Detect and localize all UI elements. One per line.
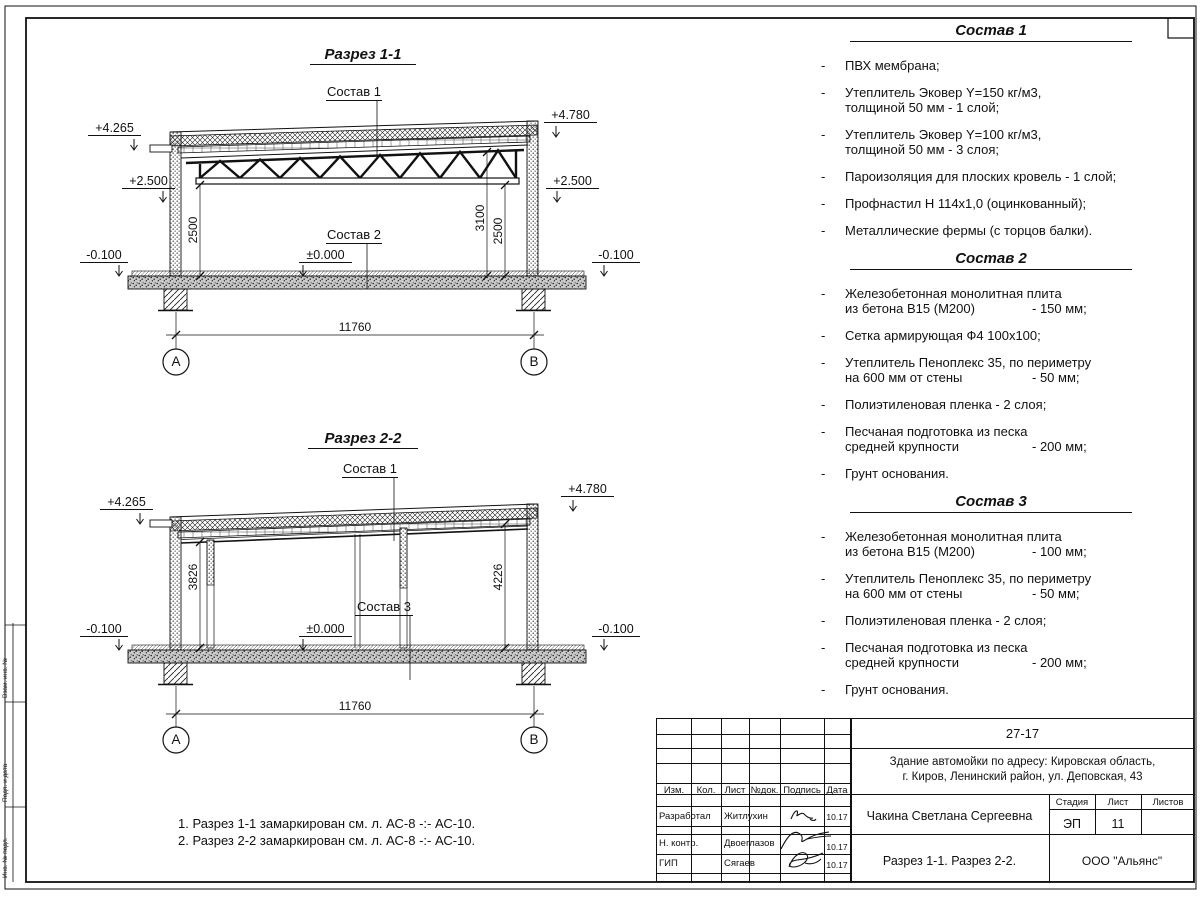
tb-col-list: Лист (724, 785, 746, 796)
axis-a-s1: А (171, 354, 181, 369)
composition-item (790, 286, 1192, 316)
composition-item (790, 196, 1192, 211)
item-dash: - (821, 169, 826, 184)
tb-stage-label: Стадия (1055, 797, 1089, 808)
tb-name-zhitlukhin: Житлухин (724, 811, 768, 822)
tb-date-1: 10.17 (826, 812, 848, 822)
item-dash: - (821, 196, 826, 211)
item-dash: - (821, 85, 826, 100)
composition-item (790, 640, 1192, 670)
tb-company: ООО "Альянс" (1081, 854, 1163, 868)
span-dim-2 (163, 686, 547, 753)
composition-item (790, 58, 1192, 73)
dim-lines-2 (200, 524, 505, 648)
elevation-2500-left-s1: +2.500 (122, 174, 175, 189)
composition-item (790, 529, 1192, 559)
section-2-sostav3-label: Состав 3 (355, 599, 413, 616)
wall-right-1 (527, 121, 538, 282)
truss-bottom-chord (196, 178, 519, 184)
composition-item (790, 328, 1192, 343)
leaders-1 (367, 100, 377, 289)
item-line: Грунт основания. (845, 682, 949, 697)
item-dash: - (821, 286, 826, 301)
composition-item (790, 682, 1192, 697)
dim-2500-right-s1: 2500 (491, 217, 505, 245)
section-2-sostav1-label: Состав 1 (343, 461, 397, 476)
dim-2500-left-s1: 2500 (186, 216, 200, 244)
item-dash: - (821, 466, 826, 481)
axis-b-s2: В (529, 732, 539, 747)
item-line: из бетона В15 (М200) - 100 мм; (845, 544, 1087, 559)
tb-role-razrabotal: Разработал (659, 811, 711, 822)
item-dash: - (821, 223, 826, 238)
item-line: толщиной 50 мм - 1 слой; (845, 100, 1000, 115)
tb-sheet-value: 11 (1111, 817, 1125, 831)
axis-b-s1: В (529, 354, 539, 369)
composition-item (790, 397, 1192, 412)
note-line: 1. Разрез 1-1 замаркирован см. л. АС-8 -:- АС-10. (178, 816, 476, 831)
elevation-4780-s1: +4.780 (544, 108, 597, 123)
item-line: Утеплитель Эковер Y=100 кг/м3, (845, 127, 1042, 142)
elevation-minus100-left-s1: -0.100 (80, 248, 128, 263)
section-2-title: Разрез 2-2 (308, 430, 418, 449)
item-dash: - (821, 397, 826, 412)
composition-item (790, 223, 1192, 238)
elevation-zero-s1: ±0.000 (299, 248, 352, 263)
item-line: из бетона В15 (М200) - 150 мм; (845, 301, 1087, 316)
composition-item (790, 127, 1192, 157)
item-line: Утеплитель Пеноплекс 35, по периметру (845, 571, 1092, 586)
tb-col-podpis: Подпись (783, 785, 821, 796)
margin-label-inv: Инв. № подл. (2, 837, 9, 878)
foundations-2 (158, 663, 551, 685)
item-line: Сетка армирующая Ф4 100х100; (845, 328, 1041, 343)
item-dash: - (821, 640, 826, 655)
item-line: Полиэтиленовая пленка - 2 слоя; (845, 613, 1047, 628)
floor-slab-1 (128, 276, 586, 289)
composition-item (790, 85, 1192, 115)
composition-item (790, 466, 1192, 481)
item-line: Железобетонная монолитная плита (845, 286, 1062, 301)
elevation-zero-s2: ±0.000 (299, 622, 352, 637)
foundations-1 (158, 289, 551, 311)
elevation-4265-s2: +4.265 (100, 495, 153, 510)
item-line: Профнастил Н 114х1,0 (оцинкованный); (845, 196, 1087, 211)
item-line: ПВХ мембрана; (845, 58, 940, 73)
tb-col-kol: Кол. (696, 785, 716, 796)
canopy-stub-1 (150, 145, 172, 152)
wall-right-2 (527, 504, 538, 650)
item-line: Полиэтиленовая пленка - 2 слоя; (845, 397, 1047, 412)
item-dash: - (821, 424, 826, 439)
tb-sheets-label: Листов (1152, 797, 1184, 808)
tb-col-data: Дата (826, 785, 848, 796)
item-dash: - (821, 571, 826, 586)
axis-a-s2: А (171, 732, 181, 747)
elevation-minus100-left-s2: -0.100 (80, 622, 128, 637)
dim-4226-s2: 4226 (491, 563, 505, 591)
section-1-sostav2-label: Состав 2 (327, 227, 381, 242)
canopy-stub-2 (150, 520, 172, 527)
composition-item (790, 355, 1192, 385)
composition-1-title: Состав 1 (850, 22, 1132, 42)
composition-item (790, 571, 1192, 601)
item-dash: - (821, 682, 826, 697)
item-dash: - (821, 58, 826, 73)
composition-item (790, 613, 1192, 628)
tb-author: Чакина Светлана Сергеевна (866, 809, 1033, 823)
item-line: Железобетонная монолитная плита (845, 529, 1062, 544)
item-line: Утеплитель Эковер Y=150 кг/м3, (845, 85, 1042, 100)
item-line: средней крупности - 200 мм; (845, 439, 1087, 454)
tb-project-line2: г. Киров, Ленинский район, ул. Деповская, 43 (902, 771, 1143, 783)
tb-col-ndok: №док. (750, 785, 779, 796)
tb-date-3: 10.17 (826, 860, 848, 870)
tb-role-gip: ГИП (659, 858, 678, 869)
section-1-title: Разрез 1-1 (310, 46, 416, 65)
note-line: 2. Разрез 2-2 замаркирован см. л. АС-8 -:- АС-10. (178, 833, 476, 848)
tb-col-izm: Изм. (663, 785, 685, 796)
signature-syagaev (779, 847, 827, 873)
dim-span-s1: 11760 (338, 320, 372, 334)
item-line: на 600 мм от стены - 50 мм; (845, 370, 1080, 385)
steel-truss (186, 150, 524, 178)
item-line: Грунт основания. (845, 466, 949, 481)
item-dash: - (821, 613, 826, 628)
wall-left-1 (170, 132, 181, 282)
section-1-sostav1-label: Состав 1 (327, 84, 381, 99)
item-line: средней крупности - 200 мм; (845, 655, 1087, 670)
item-line: толщиной 50 мм - 3 слоя; (845, 142, 1000, 157)
item-dash: - (821, 355, 826, 370)
title-block (656, 718, 1194, 882)
composition-item (790, 169, 1192, 184)
item-line: Пароизоляция для плоских кровель - 1 слой; (845, 169, 1117, 184)
elevation-4780-s2: +4.780 (561, 482, 614, 497)
tb-date-2: 10.17 (826, 842, 848, 852)
item-line: Металлические фермы (с торцов балки). (845, 223, 1093, 238)
item-dash: - (821, 529, 826, 544)
margin-label-vzam: Взам. инв. № (2, 657, 9, 698)
item-dash: - (821, 328, 826, 343)
composition-3-title: Состав 3 (850, 493, 1132, 513)
item-line: Песчаная подготовка из песка (845, 640, 1028, 655)
item-dash: - (821, 127, 826, 142)
elevation-4265-s1: +4.265 (88, 121, 141, 136)
tb-drawing-title: Разрез 1-1. Разрез 2-2. (882, 854, 1017, 868)
dim-ticks-1 (196, 148, 509, 280)
dim-3826-s2: 3826 (186, 563, 200, 591)
wall-left-2 (170, 517, 181, 650)
tb-name-dvoeglazov: Двоеглазов (724, 838, 775, 849)
tb-stage-value: ЭП (1063, 817, 1081, 831)
composition-2-title: Состав 2 (850, 250, 1132, 270)
item-line: Утеплитель Пеноплекс 35, по периметру (845, 355, 1092, 370)
composition-item (790, 424, 1192, 454)
elevation-minus100-right-s2: -0.100 (592, 622, 640, 637)
item-line: Песчаная подготовка из песка (845, 424, 1028, 439)
elevation-minus100-right-s1: -0.100 (592, 248, 640, 263)
tb-project-line1: Здание автомойки по адресу: Кировская область, (889, 756, 1156, 768)
notes (178, 815, 475, 849)
tb-role-nkontr: Н. контр. (659, 838, 699, 849)
margin-label-podp: Подп. и дата (2, 763, 9, 802)
tb-doc-number: 27-17 (1005, 726, 1040, 741)
elevation-2500-right-s1: +2.500 (546, 174, 599, 189)
tb-sheet-label: Лист (1107, 797, 1129, 808)
dim-3100-s1: 3100 (473, 204, 487, 232)
composition-lists (790, 22, 1192, 709)
item-line: на 600 мм от стены - 50 мм; (845, 586, 1080, 601)
dim-span-s2: 11760 (338, 699, 372, 713)
tb-name-syagaev: Сягаев (724, 858, 755, 869)
signature-zhitlukhin (783, 805, 823, 825)
